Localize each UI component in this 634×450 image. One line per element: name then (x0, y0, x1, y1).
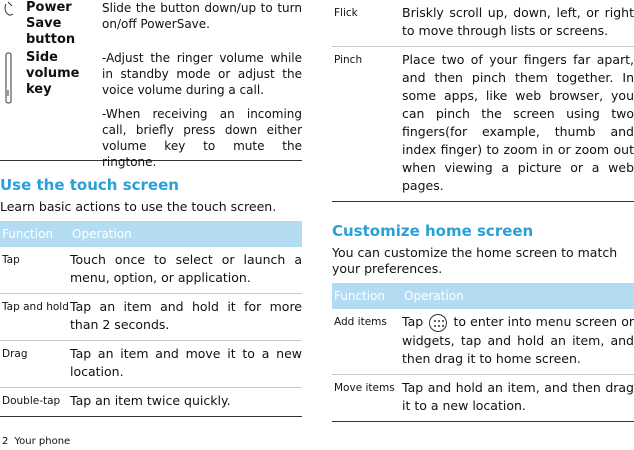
key-description-line: -Adjust the ringer volume while in standby mode or adjust the voice volume during a call. (102, 51, 302, 97)
table-row (332, 309, 634, 374)
function-cell: Add items (332, 309, 402, 374)
home-function-table (332, 283, 634, 422)
operation-cell: Touch once to select or launch a menu, option, or application. (70, 247, 302, 294)
operation-cell: Tap and hold an item, and then drag it to a new location. (402, 374, 634, 421)
table-row (0, 247, 302, 294)
function-cell: Move items (332, 374, 402, 421)
customize-home-intro: You can customize the home screen to match your preferences. (332, 245, 618, 276)
table-row (332, 0, 634, 47)
key-description (102, 50, 302, 169)
key-name: Power Save button (26, 0, 76, 47)
table-row (0, 294, 302, 341)
menu-dots-icon (429, 314, 447, 332)
function-cell: Pinch (332, 47, 402, 202)
key-row-power (0, 0, 302, 50)
gesture-table (332, 0, 634, 202)
touch-screen-intro: Learn basic actions to use the touch screen. (0, 199, 277, 214)
header-function: Function (334, 289, 386, 303)
key-row-volume (0, 50, 302, 169)
table-row (332, 47, 634, 202)
table-row (0, 341, 302, 388)
key-name: Side volume key (26, 50, 80, 97)
operation-cell: Briskly scroll up, down, left, or right to move through lists or screens. (402, 0, 634, 47)
key-table (0, 0, 302, 169)
touch-screen-heading: Use the touch screen (0, 176, 179, 194)
function-cell: Flick (332, 0, 402, 47)
section-name: Your phone (14, 436, 71, 447)
function-cell: Double-tap (0, 388, 70, 417)
header-function: Function (2, 227, 54, 241)
page-footer (2, 436, 70, 447)
function-cell: Tap and hold (0, 294, 70, 341)
table-row (332, 374, 634, 421)
touch-function-table (0, 221, 302, 417)
operation-cell (402, 309, 634, 374)
key-description-line: Slide the button down/up to turn on/off PowerSave. (102, 1, 302, 31)
customize-home-heading: Customize home screen (332, 222, 534, 240)
operation-text: Tap (402, 314, 424, 329)
key-description-line: -When receiving an incoming call, briefly press down either volume key to mute the ringtone. (102, 107, 302, 169)
table-row (0, 388, 302, 417)
header-operation: Operation (72, 227, 132, 241)
table-header (0, 221, 302, 247)
operation-cell: Tap an item twice quickly. (70, 388, 302, 417)
operation-cell: Tap an item and move it to a new location. (70, 341, 302, 388)
right-column (332, 0, 634, 422)
left-column (0, 0, 302, 417)
page-number: 2 (2, 436, 9, 447)
table-header (332, 283, 634, 309)
operation-cell: Tap an item and hold it for more than 2 seconds. (70, 294, 302, 341)
power-icon (0, 0, 18, 50)
operation-cell: Place two of your fingers far apart, and then pinch them together. In some apps, like web browser, you can pinch the screen using two fingers(for example, thumb and index finger) to zoom in or zoom out when viewing a picture or a web pages. (402, 47, 634, 202)
function-cell: Tap (0, 247, 70, 294)
header-operation: Operation (404, 289, 464, 303)
operation-text: to enter into menu screen or widgets, tap and hold an item, and then drag it to home screen. (402, 314, 634, 366)
function-cell: Drag (0, 341, 70, 388)
side-volume-key-icon (0, 50, 18, 160)
key-description (102, 0, 302, 50)
